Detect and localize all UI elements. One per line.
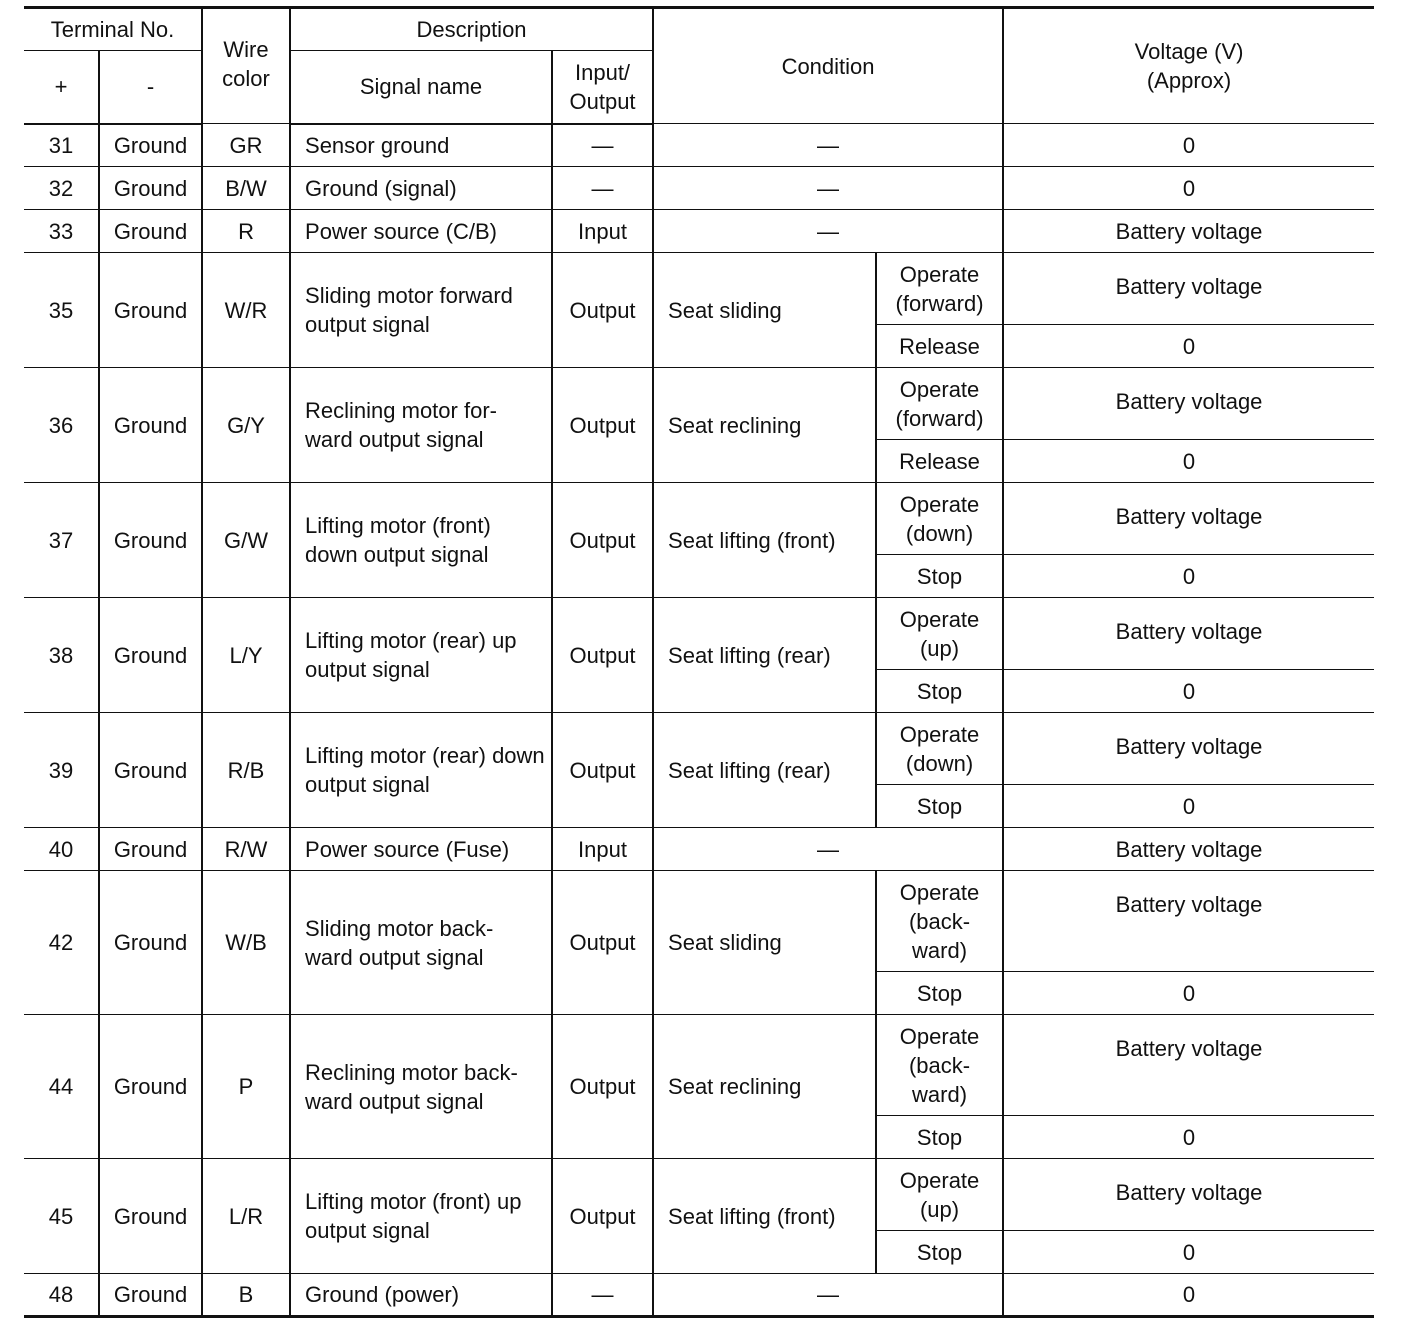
input-output: Output: [552, 871, 653, 1015]
terminal-minus: Ground: [99, 483, 202, 598]
terminal-minus: Ground: [99, 598, 202, 713]
terminal-minus: Ground: [99, 1274, 202, 1317]
terminal-minus: Ground: [99, 210, 202, 253]
condition-state: Release: [876, 325, 1003, 368]
condition: —: [653, 828, 1003, 871]
input-output: —: [552, 1274, 653, 1317]
header-condition: Condition: [653, 8, 1003, 124]
voltage: Battery voltage: [1003, 713, 1374, 785]
condition: Seat sliding: [653, 871, 876, 1015]
table-body: [24, 124, 1374, 1317]
header-minus: -: [99, 51, 202, 124]
wire-color: GR: [202, 124, 290, 167]
header-input-output: Input/ Output: [552, 51, 653, 124]
signal-name: Sliding motor back- ward output signal: [290, 871, 552, 1015]
table-row: [24, 871, 1374, 972]
table-row: [24, 828, 1374, 871]
condition-state: Operate (back- ward): [876, 1015, 1003, 1116]
voltage: Battery voltage: [1003, 483, 1374, 555]
voltage: 0: [1003, 325, 1374, 368]
signal-name: Sliding motor forward output signal: [290, 253, 552, 368]
condition-state: Operate (forward): [876, 368, 1003, 440]
terminal-plus: 37: [24, 483, 99, 598]
input-output: Output: [552, 253, 653, 368]
condition-state: Operate (back- ward): [876, 871, 1003, 972]
header-plus: +: [24, 51, 99, 124]
signal-name: Sensor ground: [290, 124, 552, 167]
condition: Seat lifting (rear): [653, 598, 876, 713]
terminal-minus: Ground: [99, 368, 202, 483]
terminal-plus: 44: [24, 1015, 99, 1159]
condition: Seat lifting (front): [653, 483, 876, 598]
signal-name: Lifting motor (rear) up output signal: [290, 598, 552, 713]
terminal-table: [24, 6, 1374, 1318]
wire-color: P: [202, 1015, 290, 1159]
input-output: Output: [552, 483, 653, 598]
voltage: Battery voltage: [1003, 1015, 1374, 1116]
terminal-plus: 32: [24, 167, 99, 210]
header-signal-name: Signal name: [290, 51, 552, 124]
terminal-minus: Ground: [99, 871, 202, 1015]
terminal-plus: 36: [24, 368, 99, 483]
input-output: Output: [552, 368, 653, 483]
signal-name: Ground (power): [290, 1274, 552, 1317]
table-row: [24, 1159, 1374, 1231]
voltage: 0: [1003, 1116, 1374, 1159]
voltage: Battery voltage: [1003, 1159, 1374, 1231]
voltage: Battery voltage: [1003, 253, 1374, 325]
signal-name: Lifting motor (front) up output signal: [290, 1159, 552, 1274]
signal-name: Power source (C/B): [290, 210, 552, 253]
wire-color: B: [202, 1274, 290, 1317]
terminal-plus: 39: [24, 713, 99, 828]
condition-state: Stop: [876, 972, 1003, 1015]
voltage: 0: [1003, 124, 1374, 167]
wire-color: R/W: [202, 828, 290, 871]
condition-state: Operate (down): [876, 483, 1003, 555]
terminal-minus: Ground: [99, 167, 202, 210]
terminal-plus: 38: [24, 598, 99, 713]
terminal-plus: 42: [24, 871, 99, 1015]
input-output: —: [552, 167, 653, 210]
voltage: 0: [1003, 785, 1374, 828]
wire-color: W/R: [202, 253, 290, 368]
condition: —: [653, 1274, 1003, 1317]
terminal-plus: 48: [24, 1274, 99, 1317]
terminal-minus: Ground: [99, 1159, 202, 1274]
table-row: [24, 210, 1374, 253]
input-output: Output: [552, 598, 653, 713]
wire-color: R: [202, 210, 290, 253]
signal-name: Reclining motor for- ward output signal: [290, 368, 552, 483]
header-wire-color: Wire color: [202, 8, 290, 124]
voltage: Battery voltage: [1003, 598, 1374, 670]
wire-color: W/B: [202, 871, 290, 1015]
wire-color: G/Y: [202, 368, 290, 483]
terminal-plus: 40: [24, 828, 99, 871]
condition-state: Stop: [876, 1231, 1003, 1274]
voltage: 0: [1003, 167, 1374, 210]
table-row: [24, 124, 1374, 167]
table-row: [24, 598, 1374, 670]
condition: Seat sliding: [653, 253, 876, 368]
condition-state: Release: [876, 440, 1003, 483]
voltage: 0: [1003, 1274, 1374, 1317]
input-output: —: [552, 124, 653, 167]
condition: Seat reclining: [653, 368, 876, 483]
terminal-plus: 31: [24, 124, 99, 167]
signal-name: Lifting motor (rear) down output signal: [290, 713, 552, 828]
voltage: Battery voltage: [1003, 828, 1374, 871]
header-description: Description: [290, 8, 653, 51]
input-output: Output: [552, 1159, 653, 1274]
wire-color: R/B: [202, 713, 290, 828]
terminal-plus: 45: [24, 1159, 99, 1274]
wire-color: L/Y: [202, 598, 290, 713]
table-row: [24, 713, 1374, 785]
terminal-plus: 35: [24, 253, 99, 368]
condition-state: Operate (up): [876, 1159, 1003, 1231]
condition-state: Operate (up): [876, 598, 1003, 670]
voltage: Battery voltage: [1003, 871, 1374, 972]
terminal-minus: Ground: [99, 124, 202, 167]
table-row: [24, 1274, 1374, 1317]
header-voltage: Voltage (V) (Approx): [1003, 8, 1374, 124]
input-output: Output: [552, 713, 653, 828]
voltage: 0: [1003, 555, 1374, 598]
terminal-plus: 33: [24, 210, 99, 253]
table-row: [24, 253, 1374, 325]
condition-state: Stop: [876, 670, 1003, 713]
terminal-minus: Ground: [99, 713, 202, 828]
voltage: 0: [1003, 972, 1374, 1015]
table-row: [24, 167, 1374, 210]
signal-name: Ground (signal): [290, 167, 552, 210]
signal-name: Reclining motor back- ward output signal: [290, 1015, 552, 1159]
wire-color: B/W: [202, 167, 290, 210]
voltage: Battery voltage: [1003, 368, 1374, 440]
condition-state: Stop: [876, 785, 1003, 828]
table-row: [24, 368, 1374, 440]
condition-state: Stop: [876, 555, 1003, 598]
condition: Seat lifting (rear): [653, 713, 876, 828]
table-row: [24, 1015, 1374, 1116]
condition-state: Operate (forward): [876, 253, 1003, 325]
condition: —: [653, 124, 1003, 167]
condition: —: [653, 167, 1003, 210]
input-output: Output: [552, 1015, 653, 1159]
voltage: 0: [1003, 440, 1374, 483]
input-output: Input: [552, 828, 653, 871]
voltage: Battery voltage: [1003, 210, 1374, 253]
terminal-minus: Ground: [99, 1015, 202, 1159]
terminal-minus: Ground: [99, 828, 202, 871]
header-terminal-no: Terminal No.: [24, 8, 202, 51]
signal-name: Lifting motor (front) down output signal: [290, 483, 552, 598]
wire-color: L/R: [202, 1159, 290, 1274]
condition: Seat lifting (front): [653, 1159, 876, 1274]
terminal-minus: Ground: [99, 253, 202, 368]
voltage: 0: [1003, 1231, 1374, 1274]
input-output: Input: [552, 210, 653, 253]
signal-name: Power source (Fuse): [290, 828, 552, 871]
condition-state: Operate (down): [876, 713, 1003, 785]
voltage: 0: [1003, 670, 1374, 713]
condition: Seat reclining: [653, 1015, 876, 1159]
table-row: [24, 483, 1374, 555]
condition-state: Stop: [876, 1116, 1003, 1159]
wire-color: G/W: [202, 483, 290, 598]
condition: —: [653, 210, 1003, 253]
